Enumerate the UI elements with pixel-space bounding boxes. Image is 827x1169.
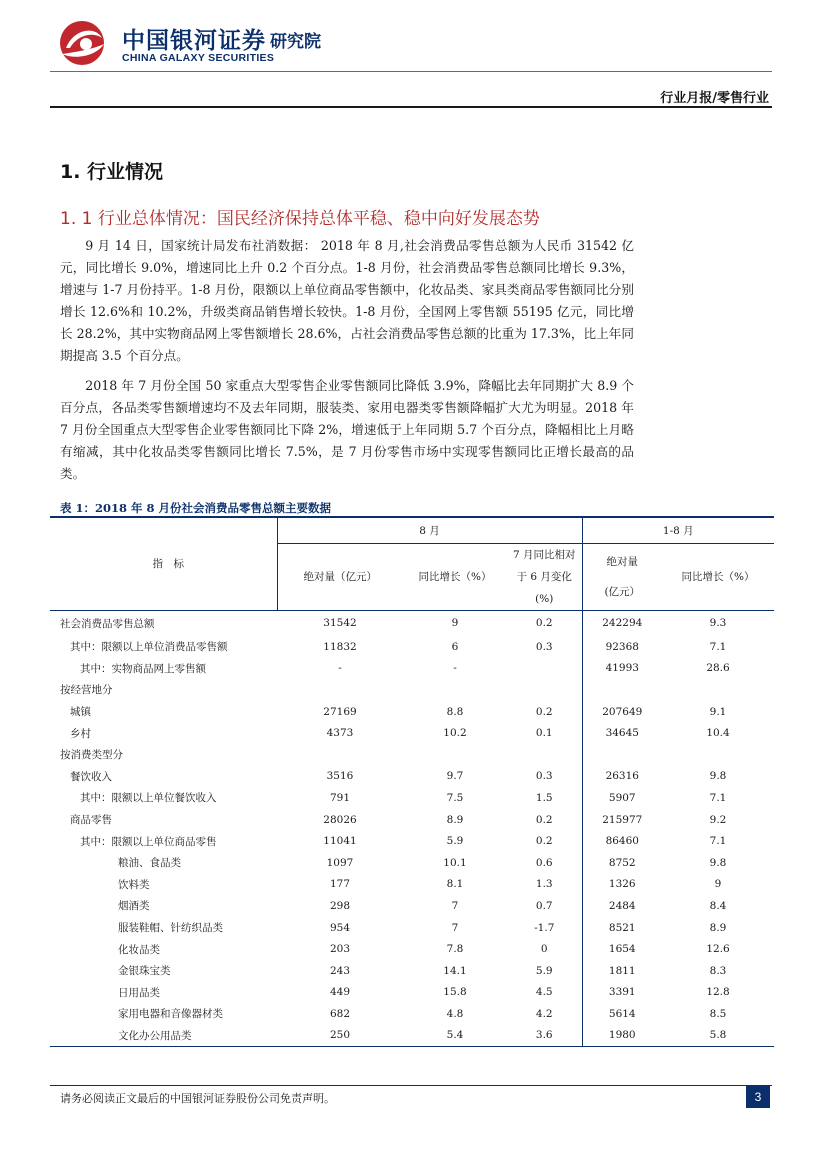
cell-ytd-abs: 2484 [608,899,636,912]
cell-jul-change [507,744,582,766]
company-logo [56,18,376,68]
cell-yoy: 9 [451,617,459,630]
row-label: 按经营地分 [60,684,113,697]
cell-yoy [403,679,507,701]
cell-abs: 177 [329,878,351,891]
company-name-en: CHINA GALAXY SECURITIES [122,52,275,64]
cell-yoy: 8.9 [446,813,464,826]
cell-ytd-yoy: 12.8 [706,986,730,999]
cell-ytd-abs: 8752 [608,856,636,869]
cell-abs: 27169 [323,705,357,718]
row-label: 其中：限额以上单位商品零售 [80,835,217,848]
page-number: 3 [746,1086,770,1108]
table-body [50,610,774,1046]
cell-ytd-abs [582,679,662,701]
cell-yoy: 7.8 [446,943,464,956]
cell-ytd-yoy: 9 [714,878,722,891]
cell-ytd-yoy [662,679,774,701]
cell-jul-change: 1.5 [507,787,582,809]
header-group-ytd: 1-8 月 [582,518,774,543]
table-row [50,895,774,917]
cell-abs [277,679,403,701]
table-row [50,917,774,939]
cell-ytd-abs: 207649 [602,705,643,718]
cell-ytd-abs: 5614 [608,1007,636,1020]
cell-yoy: 5.9 [446,835,464,848]
row-label: 服装鞋帽、针纺织品类 [118,922,223,935]
row-label: 其中：实物商品网上零售额 [80,662,206,675]
cell-ytd-yoy: 28.6 [706,662,730,675]
cell-yoy: 4.8 [446,1007,464,1020]
cell-jul-change: 0.2 [507,830,582,852]
table-row [50,982,774,1004]
table-row [50,960,774,982]
cell-ytd-abs: 1811 [608,964,636,977]
row-label: 其中：限额以上单位消费品零售额 [70,641,228,654]
retail-sales-table [50,518,774,1047]
row-label: 文化办公用品类 [50,1025,277,1047]
cell-ytd-abs: 215977 [602,813,643,826]
header-jul-change: 7 月同比相对 于 6 月变化 (%) [507,543,582,610]
footer-disclaimer: 请务必阅读正文最后的中国银河证券股份公司免责声明。 [60,1092,335,1105]
row-label: 商品零售 [70,814,112,827]
cell-ytd-yoy: 9.2 [709,813,727,826]
cell-abs: 4373 [326,727,354,740]
cell-ytd-yoy: 7.1 [709,835,727,848]
header-ytd-yoy: 同比增长（%） [662,543,774,610]
table-row [50,1003,774,1025]
cell-ytd-abs: 41993 [605,662,639,675]
cell-jul-change [507,679,582,701]
cell-yoy: 8.8 [446,705,464,718]
cell-jul-change: 0.3 [507,636,582,658]
cell-jul-change: 0.2 [507,701,582,723]
header-abs: 绝对量（亿元） [277,543,403,610]
cell-yoy: 10.2 [443,727,467,740]
cell-abs: 203 [329,943,351,956]
cell-ytd-yoy: 8.3 [709,964,727,977]
row-label: 其中：限额以上单位餐饮收入 [80,792,217,805]
cell-ytd-yoy: 12.6 [706,943,730,956]
galaxy-logo-icon [56,18,108,68]
table-row [50,1025,774,1047]
cell-ytd-yoy: 10.4 [706,727,730,740]
cell-jul-change: 0.2 [507,809,582,831]
cell-ytd-abs: 1980 [582,1025,662,1047]
section-heading: 1. 行业情况 [60,161,164,183]
cell-yoy: 9.7 [446,770,464,783]
company-subtitle: 研究院 [270,32,321,52]
cell-yoy: 15.8 [443,986,467,999]
cell-ytd-yoy: 9.1 [709,705,727,718]
cell-yoy: 8.1 [446,878,464,891]
cell-ytd-yoy: 9.8 [709,770,727,783]
table-row [50,636,774,658]
cell-ytd-yoy: 7.1 [709,791,727,804]
row-label: 按消费类型分 [60,749,123,762]
cell-abs: 298 [329,899,351,912]
cell-jul-change: -1.7 [507,917,582,939]
cell-abs: 449 [329,986,351,999]
cell-abs: 250 [277,1025,403,1047]
cell-jul-change: 1.3 [507,874,582,896]
cell-jul-change: 4.5 [507,982,582,1004]
cell-jul-change [507,658,582,680]
table-row [50,874,774,896]
header-divider-bold [50,106,772,108]
cell-abs: 954 [329,921,351,934]
cell-ytd-abs: 242294 [602,617,643,630]
cell-ytd-abs: 1326 [608,878,636,891]
row-label: 城镇 [70,706,91,719]
header-ytd-abs: 绝对量 (亿元） [582,543,662,610]
row-label: 粮油、食品类 [118,857,181,870]
cell-ytd-abs: 8521 [608,921,636,934]
cell-yoy: 7.5 [446,791,464,804]
table-row [50,809,774,831]
cell-abs: 791 [329,791,351,804]
table-row [50,830,774,852]
cell-jul-change: 4.2 [507,1003,582,1025]
cell-yoy: 14.1 [443,964,467,977]
row-label: 金银珠宝类 [118,965,171,978]
cell-abs: 243 [329,964,351,977]
table-row [50,938,774,960]
body-paragraph-2: 2018 年 7 月份全国 50 家重点大型零售企业零售额同比降低 3.9%，降幅比去年同期扩大 8.9 个百分点，各品类零售额增速均不及去年同期，服装类、家用电器类零售额降幅扩大尤为明显。2018 年 7 月份全国重点大型零售企业零售额同比下降 2%，增速低于上年同期 5.7 个百分点，降幅相比上月略有缩减，其中化妆品类零售额同比增长 7.5%，是 7 月份零售市场中实现零售额同比正增长最高的品类。 [60,378,634,481]
cell-abs: 11041 [323,835,357,848]
cell-ytd-yoy: 9.3 [709,617,727,630]
row-label: 社会消费品零售总额 [60,617,155,630]
row-label: 乡村 [70,727,91,740]
cell-ytd-yoy: 7.1 [709,640,727,653]
header-indicator: 指 标 [50,518,277,610]
row-label: 饮料类 [118,878,150,891]
cell-ytd-abs: 26316 [605,770,639,783]
cell-ytd-yoy: 5.8 [662,1025,774,1047]
footer-divider [50,1085,772,1086]
cell-ytd-yoy: 8.5 [709,1007,727,1020]
cell-jul-change: 0.7 [507,895,582,917]
subsection-heading: 1. 1 行业总体情况：国民经济保持总体平稳、稳中向好发展态势 [60,209,540,229]
cell-ytd-yoy [662,744,774,766]
table-row [50,766,774,788]
cell-yoy [403,744,507,766]
cell-jul-change: 0.2 [507,610,582,636]
cell-jul-change: 5.9 [507,960,582,982]
cell-ytd-abs: 1654 [608,943,636,956]
row-label: 家用电器和音像器材类 [118,1008,223,1021]
cell-jul-change: 0.3 [507,766,582,788]
cell-yoy: - [453,662,457,675]
table-row [50,679,774,701]
cell-yoy: 6 [451,640,459,653]
cell-jul-change: 0.6 [507,852,582,874]
header-divider [50,71,772,72]
cell-ytd-yoy: 8.9 [709,921,727,934]
cell-abs: - [338,662,342,675]
table-row [50,658,774,680]
cell-ytd-abs [582,744,662,766]
cell-abs: 682 [329,1007,351,1020]
cell-yoy: 7 [451,921,459,934]
cell-abs [277,744,403,766]
cell-ytd-yoy: 8.4 [709,899,727,912]
cell-ytd-abs: 3391 [608,986,636,999]
cell-jul-change: 0.1 [507,722,582,744]
table-row [50,701,774,723]
cell-abs: 31542 [323,617,357,630]
row-label: 化妆品类 [118,943,160,956]
header-yoy: 同比增长（%） [403,543,507,610]
cell-jul-change: 3.6 [507,1025,582,1047]
cell-yoy: 10.1 [443,856,467,869]
cell-yoy: 7 [451,899,459,912]
table-row [50,852,774,874]
table-row [50,787,774,809]
row-label: 日用品类 [118,986,160,999]
cell-abs: 11832 [323,640,357,653]
row-label: 餐饮收入 [70,770,112,783]
table-caption: 表 1：2018 年 8 月份社会消费品零售总额主要数据 [60,501,332,515]
body-paragraph-1: 9 月 14 日，国家统计局发布社消数据： 2018 年 8 月,社会消费品零售总额为人民币 31542 亿元，同比增长 9.0%，增速同比上升 0.2 个百分点。1-8 月份，社会消费品零售总额同比增长 9.3%，增速与 1-7 月份持平。1-8 月份，限额以上单位商品零售额中，化妆品类、家具类商品零售额同比分别增长 12.6%和 10.2%，升级类商品销售增长较快。1-8 月份，全国网上零售额 55195 亿元，同比增长 28.2%，其中实物商品网上零售额增长 28.6%，占社会消费品零售总额的比重为 17.3%，比上年同期提高 3.5 个百分点。 [60,238,634,363]
cell-ytd-abs: 34645 [605,727,639,740]
table-row [50,722,774,744]
table-row [50,610,774,636]
cell-abs: 3516 [326,770,354,783]
report-type: 行业月报/零售行业 [660,91,769,106]
cell-abs: 1097 [326,856,354,869]
cell-ytd-abs: 86460 [605,835,639,848]
cell-jul-change: 0 [507,938,582,960]
header-group-aug: 8 月 [277,518,582,543]
company-name-cn: 中国银河证券 [122,28,266,54]
cell-ytd-abs: 5907 [608,791,636,804]
cell-ytd-yoy: 9.8 [709,856,727,869]
table-row [50,744,774,766]
cell-abs: 28026 [323,813,357,826]
row-label: 烟酒类 [118,900,150,913]
cell-yoy: 5.4 [403,1025,507,1047]
cell-ytd-abs: 92368 [605,640,639,653]
